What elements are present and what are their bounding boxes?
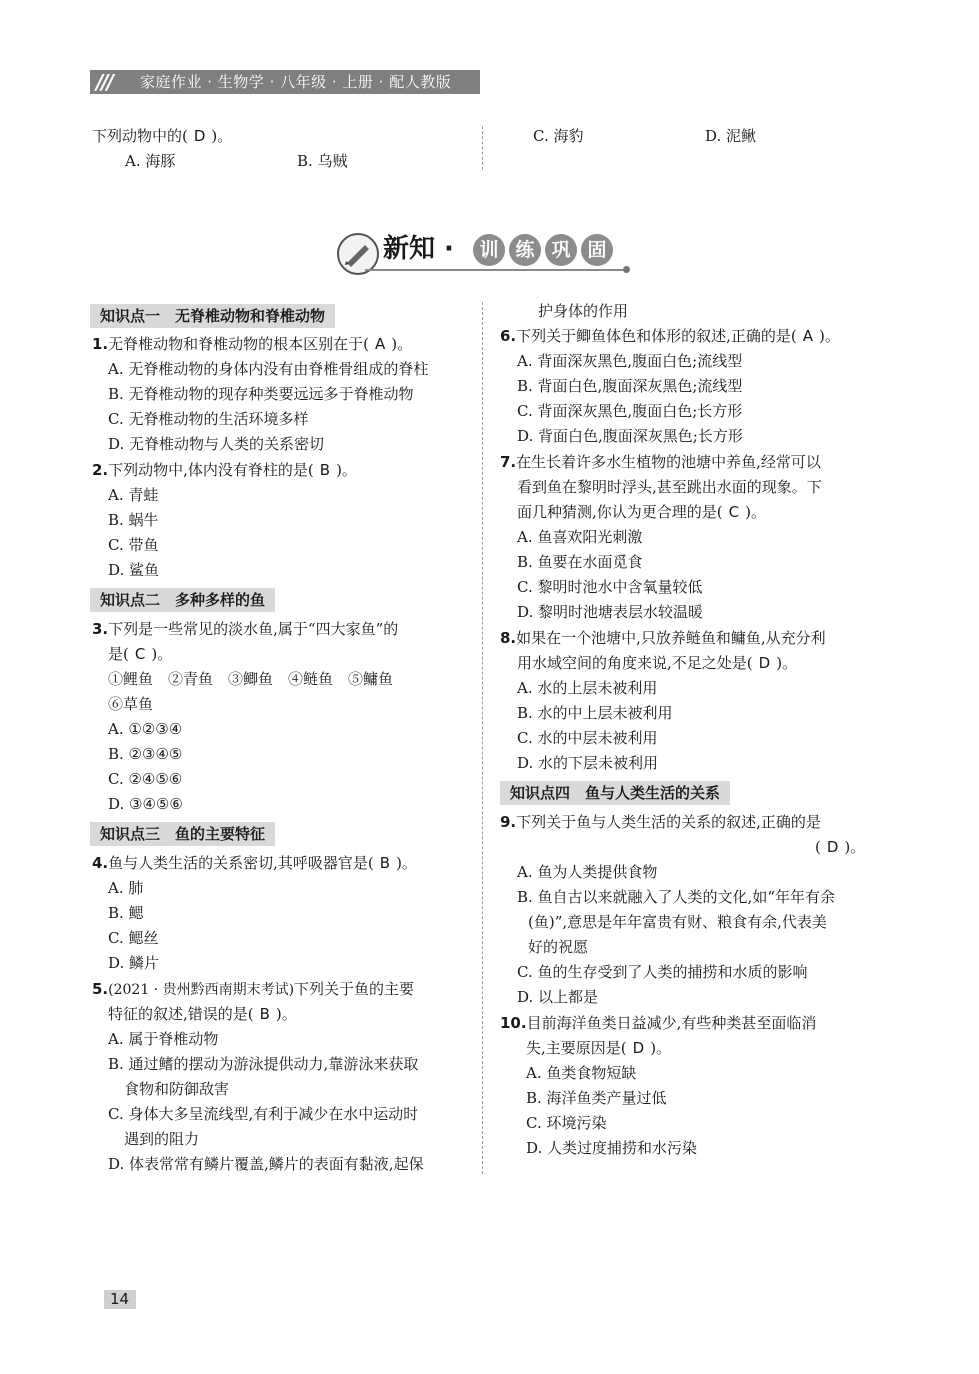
q6-option-c: C. 背面深灰黑色,腹面白色;长方形 — [517, 402, 743, 420]
q5-option-c: C. 身体大多呈流线型,有利于减少在水中运动时 — [108, 1105, 419, 1123]
q9-option-b-cont2: 好的祝愿 — [528, 938, 589, 956]
q7-stem-line2: 看到鱼在黎明时浮头,甚至跳出水面的现象。下 — [517, 478, 822, 496]
top-option-b: B. 乌贼 — [297, 152, 348, 170]
q10-option-d: D. 人类过度捕捞和水污染 — [526, 1139, 698, 1157]
q8-option-c: C. 水的中层未被利用 — [517, 729, 658, 747]
page-number: 14 — [110, 1290, 130, 1308]
q2-stem: 2.下列动物中,体内没有脊柱的是( B )。 — [92, 461, 357, 479]
q9-option-b-cont1: (鱼)”,意思是年年富贵有财、粮食有余,代表美 — [528, 913, 827, 931]
banner-circle-3: 巩 — [545, 234, 577, 266]
q5-option-d-cont: 护身体的作用 — [538, 302, 629, 320]
q2-option-a: A. 青蛙 — [108, 486, 159, 504]
q3-fish-list-2: ⑥草鱼 — [108, 695, 154, 713]
q10-option-c: C. 环境污染 — [526, 1114, 607, 1132]
q9-answer: D — [826, 838, 839, 856]
top-answer: D — [193, 127, 206, 145]
q2-option-d: D. 鲨鱼 — [108, 561, 160, 579]
q10-stem-line1: 10.目前海洋鱼类日益减少,有些种类甚至面临消 — [500, 1014, 817, 1032]
knowledge-point-4: 知识点四 鱼与人类生活的关系 — [500, 781, 730, 805]
q9-option-b: B. 鱼自古以来就融入了人类的文化,如“年年有余 — [517, 888, 835, 906]
q9-answer-line: ( D )。 — [815, 838, 866, 856]
q4-stem: 4.鱼与人类生活的关系密切,其呼吸器官是( B )。 — [92, 854, 417, 872]
q8-answer: D — [758, 654, 771, 672]
q4-answer: B — [379, 854, 391, 872]
q2-answer: B — [319, 461, 331, 479]
q1-option-d: D. 无脊椎动物与人类的关系密切 — [108, 435, 325, 453]
q4-option-a: A. 肺 — [108, 879, 144, 897]
q1-option-b: B. 无脊椎动物的现存种类要远远多于脊椎动物 — [108, 385, 414, 403]
q10-option-b: B. 海洋鱼类产量过低 — [526, 1089, 667, 1107]
top-option-d: D. 泥鳅 — [705, 127, 757, 145]
q1-option-a: A. 无脊椎动物的身体内没有由脊椎骨组成的脊柱 — [108, 360, 429, 378]
knowledge-point-3: 知识点三 鱼的主要特征 — [90, 822, 275, 846]
q9-option-a: A. 鱼为人类提供食物 — [517, 863, 658, 881]
q6-stem: 6.下列关于鲫鱼体色和体形的叙述,正确的是( A )。 — [500, 327, 840, 345]
top-option-a: A. 海豚 — [125, 152, 176, 170]
q3-option-c: C. ②④⑤⑥ — [108, 770, 183, 788]
q7-option-c: C. 黎明时池水中含氧量较低 — [517, 578, 703, 596]
column-divider — [482, 302, 483, 1174]
q8-option-d: D. 水的下层未被利用 — [517, 754, 659, 772]
q1-answer: A — [375, 335, 386, 353]
q7-option-d: D. 黎明时池塘表层水较温暖 — [517, 603, 704, 621]
q6-option-d: D. 背面白色,腹面深灰黑色;长方形 — [517, 427, 743, 445]
q8-stem-line1: 8.如果在一个池塘中,只放养鲢鱼和鳙鱼,从充分利 — [500, 629, 826, 647]
banner-circle-4: 固 — [581, 234, 613, 266]
q5-option-a: A. 属于脊椎动物 — [108, 1030, 219, 1048]
q4-option-c: C. 鳃丝 — [108, 929, 159, 947]
q9-option-c: C. 鱼的生存受到了人类的捕捞和水质的影响 — [517, 963, 808, 981]
q5-option-d: D. 体表常常有鳞片覆盖,鳞片的表面有黏液,起保 — [108, 1155, 424, 1173]
q5-option-b: B. 通过鳍的摆动为游泳提供动力,靠游泳来获取 — [108, 1055, 419, 1073]
q3-fish-list: ①鲤鱼 ②青鱼 ③鲫鱼 ④鲢鱼 ⑤鳙鱼 — [108, 670, 394, 688]
q3-stem-line1: 3.下列是一些常见的淡水鱼,属于“四大家鱼”的 — [92, 620, 399, 638]
header-title: 家庭作业 · 生物学 · 八年级 · 上册 · 配人教版 — [140, 73, 452, 91]
top-column-divider — [482, 126, 483, 170]
q2-option-b: B. 蜗牛 — [108, 511, 159, 529]
q1-option-c: C. 无脊椎动物的生活环境多样 — [108, 410, 309, 428]
q6-option-a: A. 背面深灰黑色,腹面白色;流线型 — [517, 352, 743, 370]
q1-stem: 1.无脊椎动物和脊椎动物的根本区别在于( A )。 — [92, 335, 413, 353]
q4-option-d: D. 鳞片 — [108, 954, 160, 972]
page-number-corner — [90, 1290, 104, 1309]
running-header — [90, 70, 480, 94]
q3-option-a: A. ①②③④ — [108, 720, 183, 738]
q3-answer: C — [134, 645, 146, 663]
q7-stem-line3: 面几种猜测,你认为更合理的是( C )。 — [517, 503, 766, 521]
q6-option-b: B. 背面白色,腹面深灰黑色;流线型 — [517, 377, 743, 395]
slash-decoration-icon: /// — [96, 70, 112, 94]
q6-answer: A — [802, 327, 814, 345]
q8-option-a: A. 水的上层未被利用 — [517, 679, 658, 697]
banner-circle-2: 练 — [509, 234, 541, 266]
q8-stem-line2: 用水域空间的角度来说,不足之处是( D )。 — [517, 654, 798, 672]
q10-option-a: A. 鱼类食物短缺 — [526, 1064, 637, 1082]
q8-option-b: B. 水的中上层未被利用 — [517, 704, 673, 722]
q7-option-a: A. 鱼喜欢阳光刺激 — [517, 528, 643, 546]
q7-option-b: B. 鱼要在水面觅食 — [517, 553, 643, 571]
banner-title: 新知 · — [383, 234, 454, 264]
q2-option-c: C. 带鱼 — [108, 536, 159, 554]
q10-answer: D — [632, 1039, 645, 1057]
q5-stem-line1: 5.(2021 · 贵州黔西南期末考试)下列关于鱼的主要 — [92, 980, 415, 998]
q3-stem-line2: 是( C )。 — [108, 645, 173, 663]
section-banner — [333, 225, 633, 277]
knowledge-point-2: 知识点二 多种多样的鱼 — [90, 588, 275, 612]
q7-stem-line1: 7.在生长着许多水生植物的池塘中养鱼,经常可以 — [500, 453, 821, 471]
q9-option-d: D. 以上都是 — [517, 988, 599, 1006]
banner-underline — [365, 269, 627, 271]
q7-answer: C — [728, 503, 740, 521]
q4-option-b: B. 鳃 — [108, 904, 144, 922]
page-number-box — [90, 1290, 136, 1309]
q5-option-b-cont: 食物和防御敌害 — [124, 1080, 230, 1098]
q5-option-c-cont: 遇到的阻力 — [124, 1130, 200, 1148]
q9-stem-line1: 9.下列关于鱼与人类生活的关系的叙述,正确的是 — [500, 813, 821, 831]
q5-source: (2021 · 贵州黔西南期末考试) — [108, 982, 295, 998]
q5-answer: B — [259, 1005, 270, 1023]
q3-option-d: D. ③④⑤⑥ — [108, 795, 183, 813]
top-question-stem: 下列动物中的( D )。 — [92, 127, 233, 145]
banner-dot — [623, 266, 630, 273]
q10-stem-line2: 失,主要原因是( D )。 — [526, 1039, 672, 1057]
top-option-c: C. 海豹 — [533, 127, 584, 145]
q5-stem-line2: 特征的叙述,错误的是( B )。 — [108, 1005, 297, 1023]
banner-circle-1: 训 — [473, 234, 505, 266]
q3-option-b: B. ②③④⑤ — [108, 745, 183, 763]
knowledge-point-1: 知识点一 无脊椎动物和脊椎动物 — [90, 304, 335, 328]
